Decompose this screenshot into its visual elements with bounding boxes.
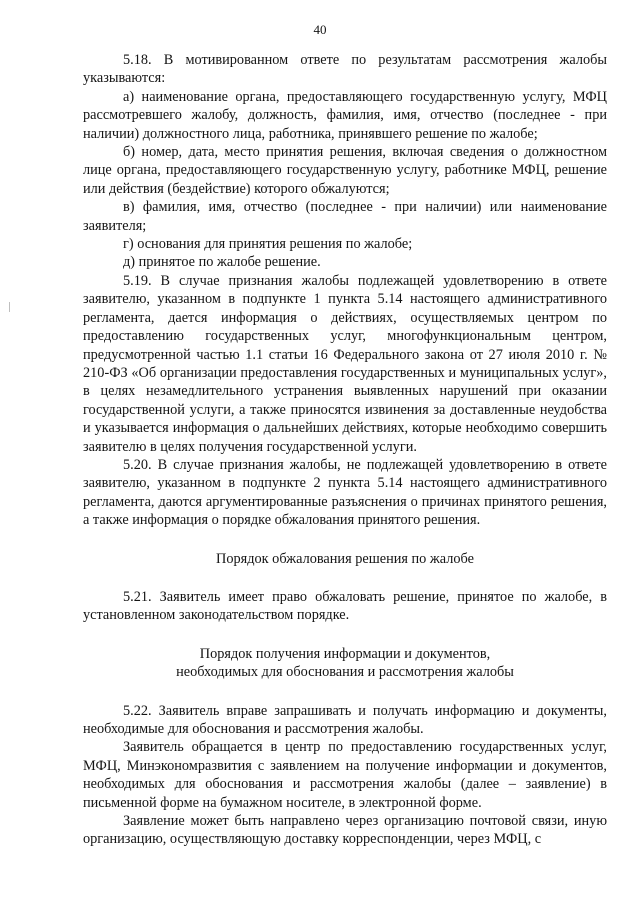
scan-mark — [9, 302, 10, 312]
list-item-g: г) основания для принятия решения по жалобе; — [123, 236, 413, 253]
paragraph-5-21: 5.21. Заявитель имеет право обжаловать решение, принятое по жалобе, в установленном законодательством порядке. — [83, 588, 607, 624]
paragraph-5-19: 5.19. В случае признания жалобы подлежащей удовлетворению в ответе заявителю, указанном в подпункте 1 пункта 5.14 настоящего административного регламента, дается информация о действиях, осуществляемых центром по предоставлению государственных услуг, многофункциональным центром, предусмотренной частью 1.1 статьи 16 Федерального закона от 27 июля 2010 г. № 210-ФЗ «Об организации предоставления государственных и муниципальных услуг», в целях незамедлительного устранения выявленных нарушений при оказании государственной услуги, а также приносятся извинения за доставленные неудобства и указывается информация о дальнейших действиях, которые необходимо совершить заявителю в целях получения государственной услуги. — [83, 272, 607, 455]
document-body — [83, 51, 607, 849]
section-heading-2-line-1: Порядок получения информации и документов, — [199, 645, 491, 662]
list-item-b: б) номер, дата, место принятия решения, включая сведения о должностном лице органа, предоставляющего государственную услугу, работнике МФЦ, решение или действия (бездействие) которого обжалуются; — [83, 144, 607, 197]
section-heading-2-line-2: необходимых для обоснования и рассмотрения жалобы — [176, 664, 514, 681]
page-number: 40 — [313, 22, 327, 37]
paragraph-5-20: 5.20. В случае признания жалобы, не подлежащей удовлетворению в ответе заявителю, указанном в подпункте 2 пункта 5.14 настоящего административного регламента, даются аргументированные разъяснения о причинах принятого решения, а также информация о порядке обжалования принятого решения. — [83, 456, 607, 529]
paragraph-submission: Заявление может быть направлено через организацию почтовой связи, иную организацию, осуществляющую доставку корреспонденции, через МФЦ, с — [83, 813, 607, 848]
list-item-a: а) наименование органа, предоставляющего государственную услугу, МФЦ рассмотревшего жалобу, должность, фамилия, имя, отчество (последнее - при наличии) должностного лица, работника, принявшего решение по жалобе; — [83, 88, 607, 142]
list-item-d: д) принятое по жалобе решение. — [123, 254, 321, 271]
paragraph-5-22: 5.22. Заявитель вправе запрашивать и получать информацию и документы, необходимые для обоснования и рассмотрения жалобы. — [83, 702, 607, 737]
paragraph-application: Заявитель обращается в центр по предоставлению государственных услуг, МФЦ, Минэкономразвития с заявлением на получение информации и документов, необходимых для обоснования и рассмотрения жалобы (далее – заявление) в письменной форме на бумажном носителе, в электронной форме. — [83, 739, 607, 811]
list-item-v: в) фамилия, имя, отчество (последнее - при наличии) или наименование заявителя; — [83, 199, 607, 234]
section-heading-2 — [83, 645, 607, 682]
paragraph-5-18: 5.18. В мотивированном ответе по результатам рассмотрения жалобы указываются: — [83, 52, 607, 87]
section-heading: Порядок обжалования решения по жалобе — [216, 550, 474, 567]
